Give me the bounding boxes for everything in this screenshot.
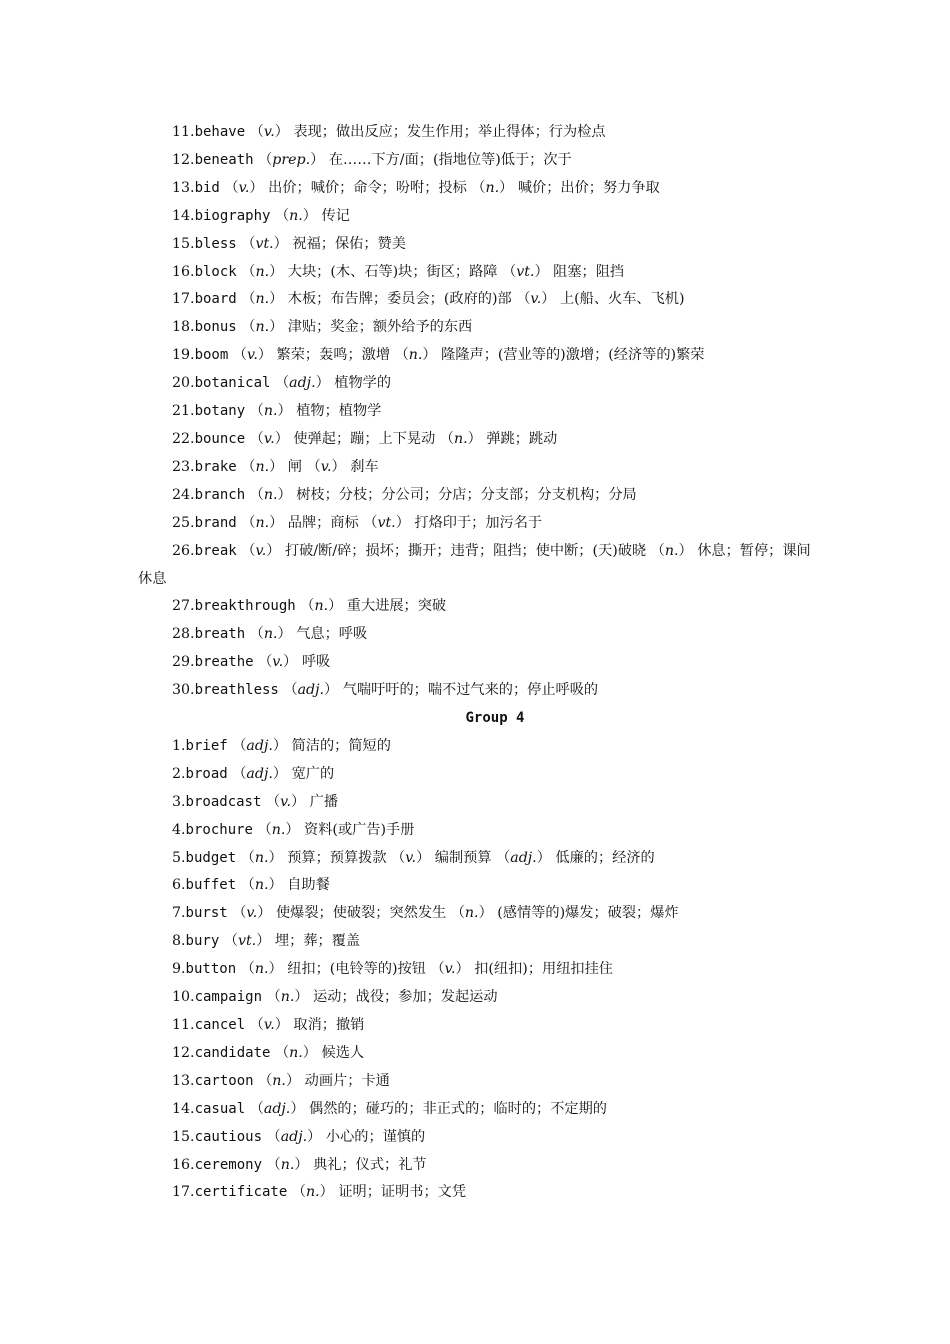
vocab-entry: 8.bury （vt.） 埋；葬；覆盖 — [172, 933, 361, 950]
entry-definition: 上(船、火车、飞机) — [559, 291, 685, 308]
vocab-entry: 10.campaign （n.） 运动；战役；参加；发起运动 — [172, 989, 498, 1006]
vocab-entry: 23.brake （n.） 闸 （v.） 刹车 — [172, 458, 379, 475]
entry-definition: 津贴；奖金；额外给予的东西 — [287, 319, 473, 336]
vocab-entry: 11.behave （v.） 表现；做出反应；发生作用；举止得体；行为检点 — [172, 124, 606, 140]
entry-word: breath — [194, 626, 246, 643]
entry-number: 16. — [172, 1156, 195, 1173]
entry-part-of-speech: v. — [280, 793, 291, 810]
entry-number: 18. — [172, 319, 195, 336]
entry-definition: 传记 — [321, 207, 350, 224]
vocabulary-list — [138, 119, 818, 1207]
entry-part-of-speech: vt. — [237, 933, 257, 950]
entry-definition: 使弹起；蹦；上下晃动 — [293, 430, 436, 447]
entry-definition: 低廉的；经济的 — [555, 849, 655, 866]
entry-word: block — [194, 263, 237, 280]
entry-word: burst — [185, 905, 228, 922]
entry-word: botanical — [194, 375, 271, 392]
entry-part-of-speech: n. — [408, 347, 423, 364]
entry-word: brochure — [185, 821, 253, 838]
entry-part-of-speech: n. — [254, 849, 269, 866]
entry-number: 8. — [172, 933, 186, 950]
entry-number: 30. — [172, 682, 195, 699]
entry-part-of-speech: n. — [314, 598, 329, 615]
entry-part-of-speech: n. — [255, 458, 270, 475]
entry-definition: 出价；喊价；命令；吩咐；投标 — [268, 179, 467, 196]
entry-word: bonus — [194, 319, 237, 336]
vocabulary-list-group-3 — [138, 119, 818, 705]
entry-definition: 动画片；卡通 — [304, 1072, 390, 1089]
entry-number: 13. — [172, 179, 195, 196]
entry-definition: 繁荣；轰鸣；激增 — [276, 347, 391, 364]
entry-definition: 预算；预算拨款 — [287, 849, 387, 866]
entry-number: 26. — [172, 542, 195, 559]
entry-word: boom — [194, 347, 229, 364]
entry-definition: 扣(纽扣)；用纽扣挂住 — [474, 961, 613, 978]
entry-definition: 闸 — [287, 458, 302, 475]
vocab-entry: 4.brochure （n.） 资料(或广告)手册 — [172, 821, 415, 838]
entry-part-of-speech: n. — [289, 207, 303, 224]
vocab-entry: 17.board （n.） 木板；布告牌；委员会；(政府的)部 （v.） 上(船、火车、飞机) — [172, 291, 685, 308]
entry-word: bless — [194, 235, 237, 252]
entry-part-of-speech: n. — [280, 989, 295, 1006]
entry-part-of-speech: n. — [254, 877, 269, 894]
entry-part-of-speech: adj. — [289, 375, 316, 392]
entry-part-of-speech: prep. — [272, 151, 311, 168]
vocab-entry: 15.bless （vt.） 祝福；保佑；赞美 — [172, 235, 406, 252]
entry-part-of-speech: adj. — [246, 765, 273, 782]
entry-word: bid — [194, 179, 220, 196]
vocab-entry: 22.bounce （v.） 使弹起；蹦；上下晃动 （n.） 弹跳；跳动 — [172, 430, 558, 447]
entry-definition: 埋；葬；覆盖 — [274, 933, 361, 950]
entry-word: campaign — [194, 989, 263, 1006]
entry-word: breakthrough — [194, 598, 296, 615]
entry-part-of-speech: n. — [306, 1184, 320, 1201]
entry-part-of-speech: v. — [444, 961, 456, 978]
entry-number: 6. — [172, 877, 186, 894]
entry-definition: 重大进展；突破 — [346, 598, 447, 615]
entry-word: brake — [194, 458, 237, 475]
entry-part-of-speech: vt. — [255, 235, 274, 252]
entry-definition: 使爆裂；使破裂；突然发生 — [275, 905, 447, 922]
entry-word: botany — [194, 403, 246, 420]
entry-definition: 呼吸 — [301, 654, 331, 671]
vocabulary-list-group-4 — [138, 733, 818, 1207]
entry-definition: 大块；(木、石等)块；街区；路障 — [287, 263, 498, 280]
entry-part-of-speech: v. — [263, 1017, 275, 1033]
entry-part-of-speech: n. — [271, 821, 286, 838]
entry-number: 11. — [172, 1017, 195, 1033]
group-title: Group 4 — [465, 710, 525, 727]
entry-part-of-speech: v. — [247, 347, 258, 364]
entry-definition: 刹车 — [350, 458, 379, 475]
vocab-entry: 3.broadcast （v.） 广播 — [172, 793, 339, 810]
vocab-entry: 14.casual （adj.） 偶然的；碰巧的；非正式的；临时的；不定期的 — [172, 1100, 607, 1117]
entry-word: cancel — [194, 1017, 246, 1033]
entry-part-of-speech: v. — [405, 849, 417, 866]
entry-definition: 植物学的 — [334, 375, 392, 392]
entry-word: board — [194, 291, 237, 308]
entry-definition: 编制预算 — [434, 849, 492, 866]
entry-number: 3. — [172, 793, 186, 810]
entry-part-of-speech: n. — [263, 403, 278, 420]
entry-number: 16. — [172, 263, 195, 280]
entry-word: brief — [185, 737, 228, 754]
vocab-entry: 28.breath （n.） 气息；呼吸 — [172, 626, 368, 643]
entry-definition: 品牌；商标 — [287, 514, 359, 531]
vocab-entry: 27.breakthrough （n.） 重大进展；突破 — [172, 598, 447, 615]
entry-number: 17. — [172, 291, 195, 308]
vocab-entry: 30.breathless （adj.） 气喘吁吁的；喘不过气来的；停止呼吸的 — [172, 682, 599, 699]
entry-part-of-speech: v. — [255, 542, 267, 559]
entry-definition: 在……下方/面；(指地位等)低于；次于 — [328, 151, 572, 168]
entry-number: 22. — [172, 430, 195, 447]
entry-definition: 植物；植物学 — [296, 403, 382, 420]
entry-part-of-speech: vt. — [516, 263, 535, 280]
vocab-entry: 25.brand （n.） 品牌；商标 （vt.） 打烙印于；加污名于 — [172, 514, 543, 531]
entry-part-of-speech: v. — [263, 430, 275, 447]
vocab-entry: 18.bonus （n.） 津贴；奖金；额外给予的东西 — [172, 319, 473, 336]
entry-part-of-speech: n. — [454, 430, 468, 447]
vocab-entry: 15.cautious （adj.） 小心的；谨慎的 — [172, 1128, 426, 1145]
entry-definition: 纽扣；(电铃等的)按钮 — [287, 961, 426, 978]
entry-definition: 木板；布告牌；委员会；(政府的)部 — [287, 291, 512, 308]
entry-number: 5. — [172, 849, 186, 866]
entry-part-of-speech: n. — [485, 179, 500, 196]
entry-part-of-speech: adj. — [263, 1100, 291, 1117]
entry-part-of-speech: n. — [289, 1044, 303, 1061]
entry-part-of-speech: v. — [320, 458, 332, 475]
entry-definition: 偶然的；碰巧的；非正式的；临时的；不定期的 — [309, 1100, 607, 1117]
entry-word: ceremony — [194, 1156, 263, 1173]
entry-part-of-speech: n. — [254, 961, 269, 978]
entry-definition: 典礼；仪式；礼节 — [313, 1156, 427, 1173]
vocab-entry: 13.cartoon （n.） 动画片；卡通 — [172, 1072, 390, 1089]
entry-number: 12. — [172, 1044, 195, 1061]
entry-number: 27. — [172, 598, 195, 615]
entry-word: behave — [194, 124, 246, 140]
vocab-entry: 12.candidate （n.） 候选人 — [172, 1044, 365, 1061]
entry-definition: 自助餐 — [287, 877, 330, 894]
entry-definition: 运动；战役；参加；发起运动 — [313, 989, 498, 1006]
entry-definition: 打破/断/碎；损坏；撕开；违背；阻挡；使中断；(天)破晓 — [284, 542, 647, 559]
entry-definition: 隆隆声；(营业等的)激增；(经济等的)繁荣 — [441, 347, 705, 364]
vocab-entry: 5.budget （n.） 预算；预算拨款 （v.） 编制预算 （adj.） 低廉的；经济的 — [172, 849, 655, 866]
entry-definition: 取消；撤销 — [293, 1017, 365, 1033]
entry-definition: 打烙印于；加污名于 — [414, 514, 543, 531]
entry-definition: (感情等的)爆发；破裂；爆炸 — [497, 905, 679, 922]
entry-word: broad — [185, 765, 228, 782]
entry-definition: 阻塞；阻挡 — [553, 263, 625, 280]
entry-part-of-speech: n. — [263, 626, 278, 643]
entry-word: biography — [194, 207, 271, 224]
vocab-entry: 21.botany （n.） 植物；植物学 — [172, 403, 382, 420]
vocab-entry: 12.beneath （prep.） 在……下方/面；(指地位等)低于；次于 — [172, 151, 572, 168]
entry-definition: 休息；暂停；课间休息 — [138, 542, 811, 587]
entry-word: break — [194, 542, 237, 559]
entry-number: 20. — [172, 375, 195, 392]
vocab-entry: 11.cancel （v.） 取消；撤销 — [172, 1017, 365, 1033]
entry-part-of-speech: adj. — [280, 1128, 308, 1145]
entry-number: 13. — [172, 1072, 195, 1089]
entry-part-of-speech: n. — [464, 905, 479, 922]
entry-definition: 证明；证明书；文凭 — [338, 1184, 467, 1201]
entry-word: cautious — [194, 1128, 263, 1145]
entry-number: 17. — [172, 1184, 195, 1201]
entry-definition: 宽广的 — [291, 765, 335, 782]
vocab-entry: 20.botanical （adj.） 植物学的 — [172, 375, 392, 392]
entry-part-of-speech: n. — [664, 542, 679, 559]
entry-definition: 表现；做出反应；发生作用；举止得体；行为检点 — [293, 124, 606, 140]
entry-number: 1. — [172, 737, 186, 754]
entry-part-of-speech: n. — [272, 1072, 286, 1089]
vocab-entry: 24.branch （n.） 树枝；分枝；分公司；分店；分支部；分支机构；分局 — [172, 486, 637, 503]
entry-definition: 资料(或广告)手册 — [304, 821, 415, 838]
entry-definition: 气喘吁吁的；喘不过气来的；停止呼吸的 — [342, 682, 599, 699]
entry-definition: 喊价；出价；努力争取 — [517, 179, 660, 196]
entry-definition: 祝福；保佑；赞美 — [292, 235, 406, 252]
entry-number: 28. — [172, 626, 195, 643]
entry-part-of-speech: v. — [263, 124, 275, 140]
entry-part-of-speech: n. — [255, 319, 270, 336]
entry-part-of-speech: adj. — [246, 737, 273, 754]
entry-word: breathless — [194, 682, 279, 699]
entry-word: candidate — [194, 1044, 271, 1061]
entry-definition: 小心的；谨慎的 — [325, 1128, 426, 1145]
entry-word: beneath — [194, 151, 254, 168]
entry-word: cartoon — [194, 1072, 254, 1089]
entry-word: budget — [185, 849, 237, 866]
entry-number: 21. — [172, 403, 195, 420]
entry-word: breathe — [194, 654, 254, 671]
entry-part-of-speech: n. — [255, 291, 270, 308]
entry-part-of-speech: adj. — [297, 682, 325, 699]
entry-word: buffet — [185, 877, 237, 894]
vocab-entry: 2.broad （adj.） 宽广的 — [172, 765, 335, 782]
vocab-entry: 6.buffet （n.） 自助餐 — [172, 877, 330, 894]
vocab-entry: 16.block （n.） 大块；(木、石等)块；街区；路障 （vt.） 阻塞；阻挡 — [172, 263, 625, 280]
entry-number: 9. — [172, 961, 186, 978]
entry-part-of-speech: adj. — [510, 849, 537, 866]
entry-word: branch — [194, 486, 246, 503]
vocab-entry: 29.breathe （v.） 呼吸 — [172, 654, 331, 671]
entry-part-of-speech: n. — [255, 263, 270, 280]
entry-number: 15. — [172, 1128, 195, 1145]
entry-word: broadcast — [185, 793, 262, 810]
entry-number: 2. — [172, 765, 186, 782]
vocab-entry: 1.brief （adj.） 简洁的；简短的 — [172, 737, 391, 754]
entry-definition: 气息；呼吸 — [296, 626, 368, 643]
entry-word: casual — [194, 1100, 246, 1117]
vocab-entry: 16.ceremony （n.） 典礼；仪式；礼节 — [172, 1156, 427, 1173]
entry-part-of-speech: vt. — [377, 514, 396, 531]
entry-number: 14. — [172, 1100, 195, 1117]
entry-number: 11. — [172, 124, 195, 140]
entry-part-of-speech: n. — [255, 514, 270, 531]
entry-definition: 树枝；分枝；分公司；分店；分支部；分支机构；分局 — [296, 486, 637, 503]
entry-definition: 广播 — [309, 793, 339, 810]
vocab-entry: 26.break （v.） 打破/断/碎；损坏；撕开；违背；阻挡；使中断；(天)破晓 （n.） 休息；暂停；课间休息 — [138, 542, 811, 587]
entry-number: 4. — [172, 821, 186, 838]
entry-part-of-speech: v. — [246, 905, 258, 922]
entry-number: 25. — [172, 514, 195, 531]
entry-number: 7. — [172, 905, 186, 922]
entry-number: 10. — [172, 989, 195, 1006]
vocab-entry: 19.boom （v.） 繁荣；轰鸣；激增 （n.） 隆隆声；(营业等的)激增；(经济等的)繁荣 — [172, 347, 705, 364]
entry-definition: 弹跳；跳动 — [486, 430, 558, 447]
entry-number: 19. — [172, 347, 195, 364]
vocab-entry: 17.certificate （n.） 证明；证明书；文凭 — [172, 1184, 467, 1201]
entry-word: certificate — [194, 1184, 288, 1201]
entry-word: brand — [194, 514, 237, 531]
entry-part-of-speech: n. — [263, 486, 278, 503]
entry-number: 24. — [172, 486, 195, 503]
entry-part-of-speech: v. — [272, 654, 284, 671]
entry-definition: 简洁的；简短的 — [291, 737, 391, 754]
vocab-entry: 14.biography （n.） 传记 — [172, 207, 350, 224]
entry-number: 23. — [172, 458, 195, 475]
entry-number: 14. — [172, 207, 195, 224]
entry-definition: 候选人 — [321, 1044, 365, 1061]
entry-word: bury — [185, 933, 220, 950]
entry-word: button — [185, 961, 237, 978]
entry-part-of-speech: n. — [280, 1156, 295, 1173]
vocab-entry: 9.button （n.） 纽扣；(电铃等的)按钮 （v.） 扣(纽扣)；用纽扣挂住 — [172, 961, 613, 978]
entry-number: 15. — [172, 235, 195, 252]
entry-word: bounce — [194, 430, 246, 447]
entry-part-of-speech: v. — [530, 291, 542, 308]
vocab-entry: 13.bid （v.） 出价；喊价；命令；吩咐；投标 （n.） 喊价；出价；努力争取 — [172, 179, 660, 196]
vocab-entry: 7.burst （v.） 使爆裂；使破裂；突然发生 （n.） (感情等的)爆发；破裂；爆炸 — [172, 905, 679, 922]
entry-part-of-speech: v. — [238, 179, 250, 196]
entry-number: 12. — [172, 151, 195, 168]
entry-number: 29. — [172, 654, 195, 671]
